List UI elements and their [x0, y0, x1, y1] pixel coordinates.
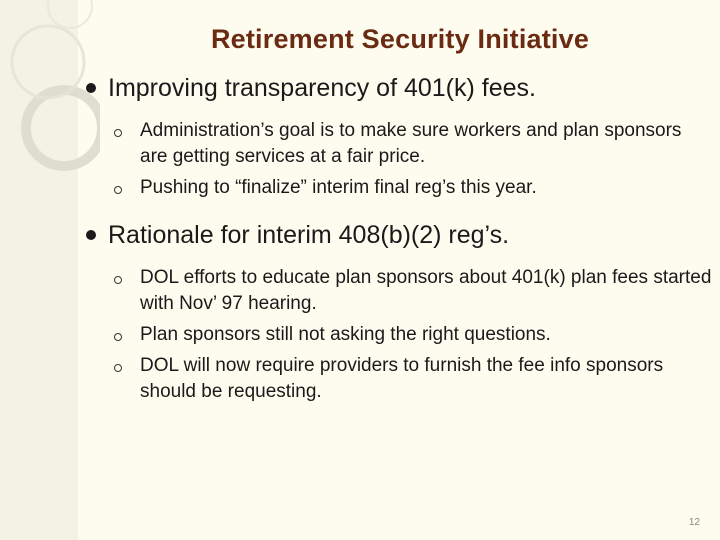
sub-bullet-list [84, 265, 714, 405]
ring-bullet-icon [114, 276, 122, 284]
slide-title: Retirement Security Initiative [210, 24, 590, 54]
ring-bullet-icon [114, 186, 122, 194]
sub-bullet-text: DOL will now require providers to furnish the fee info sponsors should be requesting. [140, 355, 664, 402]
sub-bullet-text: Administration’s goal is to make sure workers and plan sponsors are getting services at a fair price. [140, 120, 682, 167]
bullet-item [84, 219, 714, 251]
sub-bullet-item [84, 265, 714, 317]
sub-bullet-text: DOL efforts to educate plan sponsors about 401(k) plan fees started with Nov’ 97 hearing. [140, 267, 712, 314]
sub-bullet-text: Pushing to “finalize” interim final reg’s this year. [140, 177, 537, 198]
sub-bullet-text: Plan sponsors still not asking the right questions. [140, 324, 551, 345]
sub-bullet-item [84, 353, 714, 405]
sub-bullet-item [84, 175, 714, 201]
sub-bullet-item [84, 118, 714, 170]
ring-bullet-icon [114, 333, 122, 341]
bullet-text: Improving transparency of 401(k) fees. [108, 74, 536, 102]
bullet-dot-icon [86, 83, 96, 93]
bullet-item [84, 72, 714, 104]
ring-bullet-icon [114, 364, 122, 372]
slide-content [84, 72, 714, 423]
page-number: 12 [688, 517, 700, 528]
sub-bullet-list [84, 118, 714, 201]
bullet-dot-icon [86, 230, 96, 240]
bullet-text: Rationale for interim 408(b)(2) reg’s. [108, 221, 510, 249]
sub-bullet-item [84, 322, 714, 348]
ring-bullet-icon [114, 129, 122, 137]
